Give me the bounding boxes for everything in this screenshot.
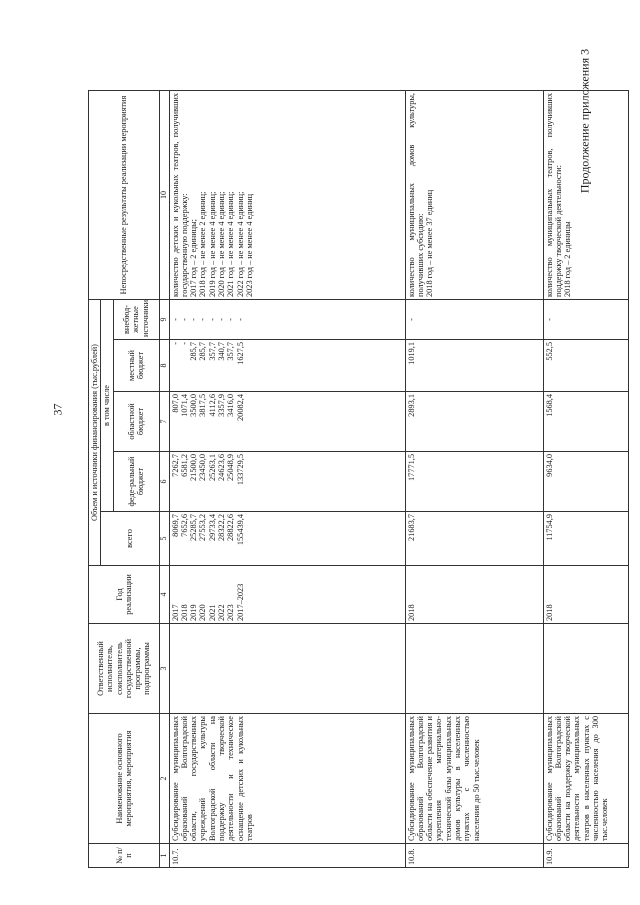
header-regional: областной бюджет bbox=[113, 392, 159, 452]
local-budget-cell bbox=[543, 340, 628, 392]
year-value: 2021 bbox=[207, 604, 217, 621]
local-budget-value: 552,5 bbox=[544, 342, 554, 361]
regional-budget-value: 1568,4 bbox=[544, 394, 554, 417]
regional-budget-value: 3357,9 bbox=[216, 394, 226, 417]
regional-budget-value: 4112,6 bbox=[207, 394, 217, 417]
result-line: 2022 год – не менее 4 единиц; bbox=[235, 191, 245, 297]
local-budget-value: 1627,5 bbox=[235, 342, 245, 365]
extra-budget-value: - bbox=[189, 318, 199, 321]
local-budget-value: 340,7 bbox=[216, 342, 226, 361]
column-number: 3 bbox=[159, 624, 169, 714]
result-line: 2023 год – не менее 4 единиц bbox=[244, 193, 254, 297]
year-value: 2020 bbox=[198, 604, 208, 621]
table-row bbox=[543, 91, 628, 868]
header-federal: феде-ральный бюджет bbox=[113, 452, 159, 512]
federal-budget-cell bbox=[543, 452, 628, 512]
local-budget-cell bbox=[405, 340, 543, 392]
continuation-title: Продолжение приложения 3 bbox=[577, 48, 592, 194]
result-line: количество муниципальных театров, получивших поддержку творческой деятельности: bbox=[544, 93, 563, 297]
regional-budget-cell bbox=[543, 392, 628, 452]
total-value: 29733,4 bbox=[207, 514, 217, 541]
regional-budget-value: 20082,4 bbox=[235, 394, 245, 421]
header-including: в том числе bbox=[101, 299, 113, 511]
total-value: 28822,6 bbox=[226, 514, 236, 541]
regional-budget-value: 3817,5 bbox=[198, 394, 208, 417]
federal-budget-value: 23450,0 bbox=[198, 454, 208, 481]
results-cell bbox=[169, 91, 405, 300]
total-value: 21683,7 bbox=[406, 514, 416, 541]
extra-budget-value: - bbox=[198, 318, 208, 321]
executor bbox=[543, 624, 628, 714]
regional-budget-value: 3500,0 bbox=[189, 394, 199, 417]
row-number: 10.7. bbox=[169, 844, 405, 868]
column-number-row bbox=[159, 91, 169, 868]
column-number: 2 bbox=[159, 714, 169, 844]
column-number: 4 bbox=[159, 566, 169, 624]
year-value: 2018 bbox=[544, 604, 554, 621]
federal-budget-value: 6581,2 bbox=[179, 454, 189, 477]
extra-budget-value: - bbox=[544, 318, 554, 321]
year-cell bbox=[169, 566, 405, 624]
federal-budget-value: 17771,5 bbox=[406, 454, 416, 481]
total-value: 8069,7 bbox=[170, 514, 180, 537]
column-number: 7 bbox=[159, 392, 169, 452]
regional-budget-value: 3416,0 bbox=[226, 394, 236, 417]
local-budget-value: 285,7 bbox=[189, 342, 199, 361]
local-budget-value: 1019,1 bbox=[406, 342, 416, 365]
activity-name: Субсидирование муниципальных образований Волгоградской области на обеспечение развития и укрепления материально-технической базы муниципальных домов культуры в населенных пунктах с численностью населения до 50 тыс.человек bbox=[405, 714, 543, 844]
federal-budget-cell bbox=[405, 452, 543, 512]
column-number: 10 bbox=[159, 91, 169, 300]
extra-budget-value: - bbox=[216, 318, 226, 321]
header-total: всего bbox=[101, 512, 159, 566]
column-number: 6 bbox=[159, 452, 169, 512]
extra-budget-cell bbox=[543, 299, 628, 339]
year-value: 2019 bbox=[189, 604, 199, 621]
federal-budget-value: 9634,0 bbox=[544, 454, 554, 477]
column-number: 8 bbox=[159, 340, 169, 392]
column-number: 1 bbox=[159, 844, 169, 868]
total-value: 155439,4 bbox=[235, 514, 245, 546]
result-line: 2018 год – 2 единицы bbox=[563, 221, 573, 297]
header-num: № п/п bbox=[89, 844, 160, 868]
year-cell bbox=[543, 566, 628, 624]
year-value: 2018 bbox=[179, 604, 189, 621]
activity-name: Субсидирование муниципальных образований Волгоградской области, государственных учреждений культуры Волгоградской области на поддержку творческой деятельности и техническое оснащение детских и кукольных театров bbox=[169, 714, 405, 844]
result-line: 2017 год – 2 единицы; bbox=[189, 219, 199, 297]
total-cell bbox=[543, 512, 628, 566]
extra-budget-value: - bbox=[179, 318, 189, 321]
result-line: 2018 год – не менее 37 единиц bbox=[425, 189, 435, 297]
column-number: 9 bbox=[159, 299, 169, 339]
table-row bbox=[405, 91, 543, 868]
header-year: Год реализации bbox=[89, 566, 160, 624]
extra-budget-value: - bbox=[235, 318, 245, 321]
activity-name: Субсидирование муниципальных образований Волгоградской области на поддержку творческой деятельности муниципальных театров в населенных пунктах с численностью населения до 300 тыс.человек bbox=[543, 714, 628, 844]
column-number: 5 bbox=[159, 512, 169, 566]
local-budget-value: - bbox=[170, 342, 180, 345]
year-value: 2022 bbox=[216, 604, 226, 621]
regional-budget-value: 807,0 bbox=[170, 394, 180, 413]
extra-budget-value: - bbox=[170, 318, 180, 321]
extra-budget-cell bbox=[405, 299, 543, 339]
federal-budget-value: 25263,1 bbox=[207, 454, 217, 481]
total-value: 27553,2 bbox=[198, 514, 208, 541]
federal-budget-cell bbox=[169, 452, 405, 512]
program-activities-table bbox=[88, 90, 629, 868]
row-number: 10.9. bbox=[543, 844, 628, 868]
local-budget-value: 357,7 bbox=[207, 342, 217, 361]
total-value: 28322,2 bbox=[216, 514, 226, 541]
result-line: количество детских и кукольных театров, получивших государственную поддержку: bbox=[170, 93, 189, 297]
year-cell bbox=[405, 566, 543, 624]
extra-budget-value: - bbox=[226, 318, 236, 321]
header-funding: Объем и источники финансирования (тыс.рублей) bbox=[89, 299, 101, 565]
result-line: 2020 год – не менее 4 единиц; bbox=[216, 191, 226, 297]
regional-budget-value: 1071,4 bbox=[179, 394, 189, 417]
total-value: 11754,9 bbox=[544, 514, 554, 541]
executor bbox=[405, 624, 543, 714]
year-value: 2017–2023 bbox=[235, 583, 245, 621]
results-cell bbox=[543, 91, 628, 300]
local-budget-value: 285,7 bbox=[198, 342, 208, 361]
federal-budget-value: 7262,7 bbox=[170, 454, 180, 477]
local-budget-cell bbox=[169, 340, 405, 392]
local-budget-value: 357,7 bbox=[226, 342, 236, 361]
table-body bbox=[169, 91, 628, 868]
year-value: 2018 bbox=[406, 604, 416, 621]
results-cell bbox=[405, 91, 543, 300]
table-row bbox=[169, 91, 405, 868]
year-value: 2017 bbox=[170, 604, 180, 621]
executor bbox=[169, 624, 405, 714]
extra-budget-cell bbox=[169, 299, 405, 339]
total-value: 25285,7 bbox=[189, 514, 199, 541]
year-value: 2023 bbox=[226, 604, 236, 621]
total-cell bbox=[405, 512, 543, 566]
result-line: 2021 год – не менее 4 единиц; bbox=[226, 191, 236, 297]
total-value: 7652,6 bbox=[179, 514, 189, 537]
regional-budget-cell bbox=[405, 392, 543, 452]
total-cell bbox=[169, 512, 405, 566]
header-name: Наименование основного мероприятия, мероприятия bbox=[89, 714, 160, 844]
result-line: 2018 год – не менее 2 единиц; bbox=[198, 191, 208, 297]
federal-budget-value: 25048,9 bbox=[226, 454, 236, 481]
extra-budget-value: - bbox=[406, 318, 416, 321]
header-extra: внебюд-жетные источники bbox=[113, 299, 159, 339]
header-local: местный бюджет bbox=[113, 340, 159, 392]
regional-budget-value: 2893,1 bbox=[406, 394, 416, 417]
federal-budget-value: 24623,6 bbox=[216, 454, 226, 481]
local-budget-value: - bbox=[179, 342, 189, 345]
header-executor: Ответственный исполнитель, соисполнитель государственной программы, подпрограммы bbox=[89, 624, 160, 714]
result-line: количество муниципальных домов культуры, получивших субсидию: bbox=[406, 93, 425, 297]
header-results: Непосредственные результаты реализации мероприятия bbox=[89, 91, 160, 300]
federal-budget-value: 21500,0 bbox=[189, 454, 199, 481]
result-line: 2019 год – не менее 4 единиц; bbox=[207, 191, 217, 297]
federal-budget-value: 133729,5 bbox=[235, 454, 245, 486]
extra-budget-value: - bbox=[207, 318, 217, 321]
row-number: 10.8. bbox=[405, 844, 543, 868]
page-number: 37 bbox=[50, 403, 65, 416]
regional-budget-cell bbox=[169, 392, 405, 452]
